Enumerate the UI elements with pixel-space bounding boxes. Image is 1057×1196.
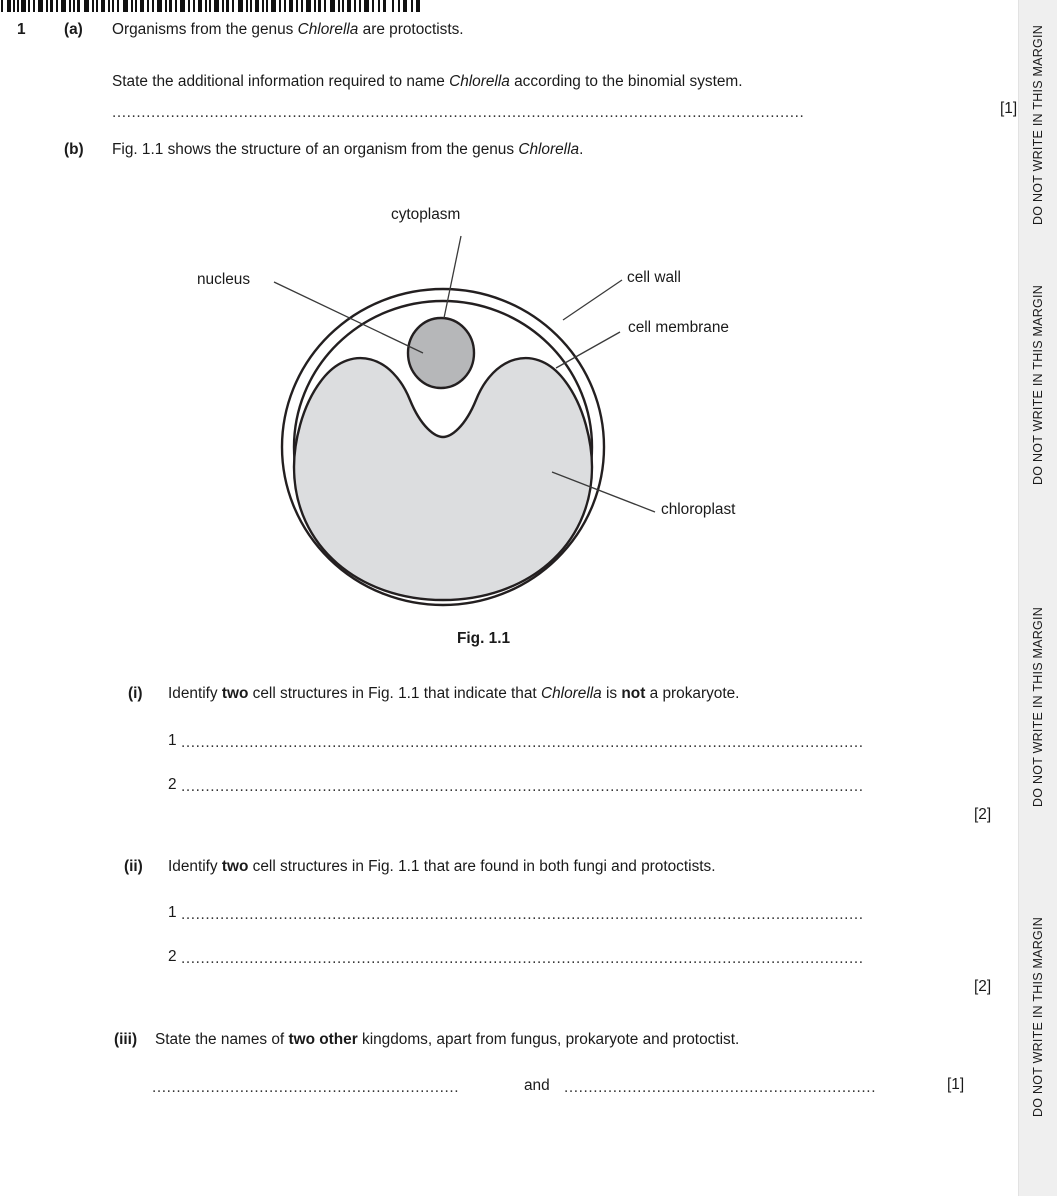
part-b-iii-marks: [1] [947, 1076, 965, 1093]
figure-1-1 [0, 195, 1020, 665]
part-b-intro-pre: Fig. 1.1 shows the structure of an organism from the genus [112, 141, 519, 158]
leader-cytoplasm [444, 236, 461, 318]
figure-label-cytoplasm: cytoplasm [391, 206, 461, 223]
part-b-i-stem-4: a prokaryote. [645, 685, 740, 702]
part-b-ii-answer-2-number: 2 [168, 948, 177, 965]
part-b-ii-marks: [2] [974, 978, 992, 995]
part-b-ii-label: (ii) [124, 858, 143, 875]
part-b-i-stem [168, 684, 739, 704]
part-b-i-answer-2-line[interactable]: ............................................................................................................................................ [181, 778, 864, 795]
part-b-i-stem-bold-two: two [221, 685, 249, 702]
part-b-iii-label: (iii) [114, 1031, 138, 1048]
part-a-line1-post: are protoctists. [358, 21, 464, 38]
barcode [0, 0, 422, 13]
part-a-line1 [112, 20, 464, 40]
leader-cell-wall [563, 280, 622, 320]
part-b-i-stem-3: is [601, 685, 622, 702]
part-b-ii-stem [168, 857, 716, 877]
nucleus-shape [408, 318, 474, 388]
figure-caption: Fig. 1.1 [457, 630, 511, 647]
genus-name-italic: Chlorella [297, 21, 359, 38]
part-b-iii-answer-right-line[interactable]: ................................................................ [564, 1079, 877, 1096]
part-b-iii-stem-1: State the names of [155, 1031, 289, 1048]
part-a-marks: [1] [1000, 100, 1018, 117]
part-b-label: (b) [64, 141, 84, 158]
part-b-i-stem-1: Identify [168, 685, 222, 702]
part-a-line2 [112, 72, 743, 92]
genus-name-italic-3: Chlorella [518, 141, 580, 158]
figure-label-chloroplast: chloroplast [661, 501, 736, 518]
part-b-ii-stem-bold-two: two [221, 858, 249, 875]
part-b-ii-answer-1-number: 1 [168, 904, 177, 921]
part-a-line2-pre: State the additional information required to name [112, 73, 450, 90]
part-a-line1-pre: Organisms from the genus [112, 21, 298, 38]
part-b-i-label: (i) [128, 685, 143, 702]
margin-note-4: DO NOT WRITE IN THIS MARGIN [1031, 916, 1045, 1118]
figure-label-nucleus: nucleus [197, 271, 251, 288]
part-b-intro [112, 140, 583, 160]
leader-nucleus [274, 282, 423, 353]
part-b-iii-stem-bold-two-other: two other [288, 1031, 358, 1048]
part-a-label: (a) [64, 21, 83, 38]
part-b-ii-stem-2: cell structures in Fig. 1.1 that are found in both fungi and protoctists. [248, 858, 716, 875]
part-b-i-answer-1-number: 1 [168, 732, 177, 749]
part-b-iii-answer-left-line[interactable]: ............................................................... [152, 1079, 460, 1096]
part-b-ii-answer-2-line[interactable]: ............................................................................................................................................ [181, 950, 864, 967]
margin-note-1: DO NOT WRITE IN THIS MARGIN [1031, 24, 1045, 226]
part-b-iii-stem-2: kingdoms, apart from fungus, prokaryote and protoctist. [357, 1031, 740, 1048]
part-b-ii-stem-1: Identify [168, 858, 222, 875]
genus-name-italic-2: Chlorella [449, 73, 510, 90]
margin-note-2: DO NOT WRITE IN THIS MARGIN [1031, 284, 1045, 486]
part-b-i-stem-2: cell structures in Fig. 1.1 that indicate that [248, 685, 541, 702]
do-not-write-margin [1018, 0, 1057, 1196]
part-b-i-stem-italic: Chlorella [540, 685, 602, 702]
part-b-ii-answer-1-line[interactable]: ............................................................................................................................................ [181, 906, 864, 923]
part-b-iii-answer-joiner: and [524, 1077, 550, 1094]
part-a-answer-line[interactable]: .............................................................................................................................................. [112, 104, 805, 121]
figure-label-cell-wall: cell wall [627, 269, 681, 286]
margin-note-3: DO NOT WRITE IN THIS MARGIN [1031, 606, 1045, 808]
chloroplast-shape [294, 358, 592, 600]
part-b-intro-post: . [579, 141, 584, 158]
leader-cell-membrane [556, 332, 620, 368]
part-b-i-stem-bold-not: not [621, 685, 646, 702]
part-a-line2-post: according to the binomial system. [509, 73, 743, 90]
part-b-i-answer-1-line[interactable]: ............................................................................................................................................ [181, 734, 864, 751]
part-b-i-marks: [2] [974, 806, 992, 823]
question-number: 1 [17, 21, 26, 38]
figure-label-cell-membrane: cell membrane [628, 319, 729, 336]
part-b-iii-stem [155, 1030, 739, 1050]
part-b-i-answer-2-number: 2 [168, 776, 177, 793]
